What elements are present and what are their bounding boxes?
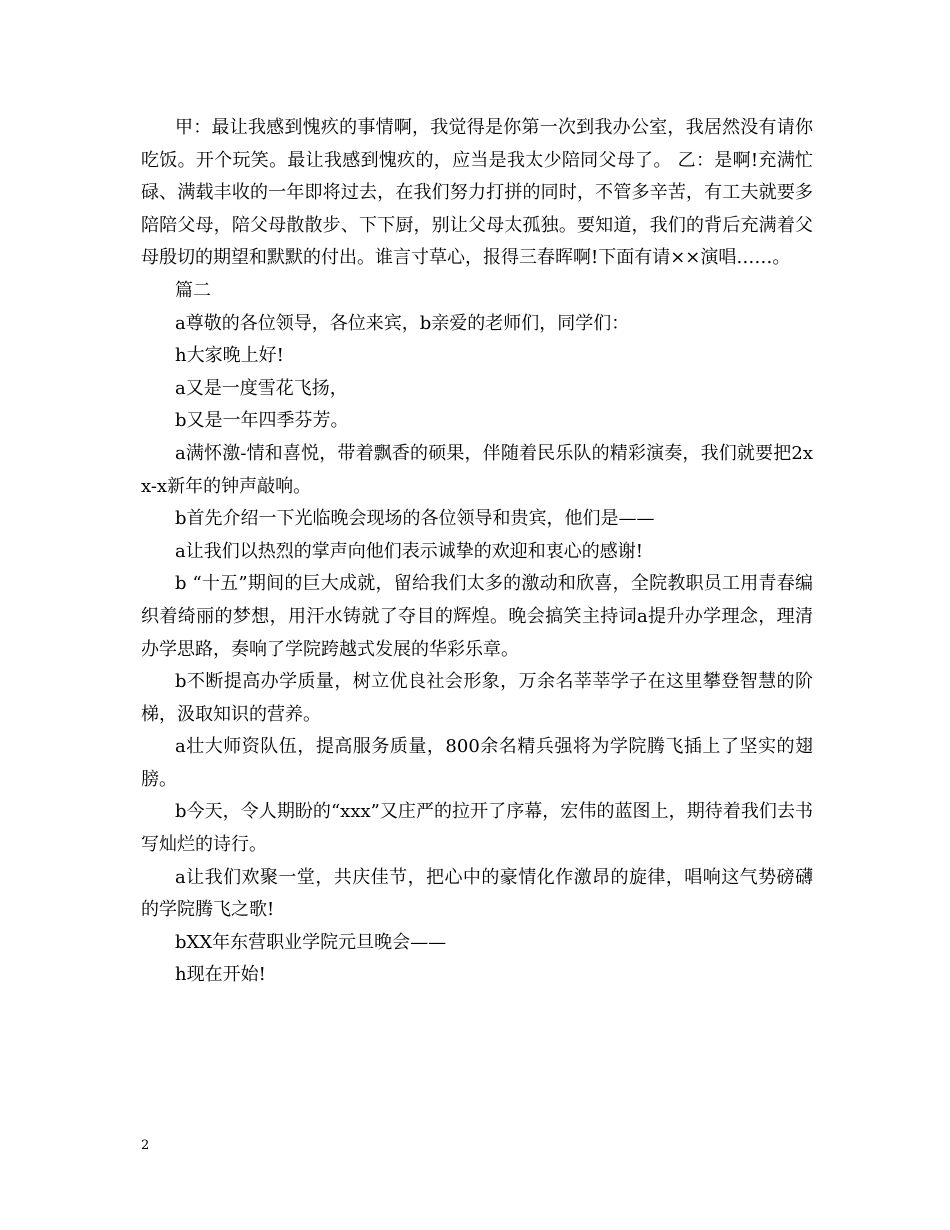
page-number: 2 [141,1138,150,1153]
paragraph-line: a壮大师资队伍，提高服务质量，800余名精兵强将为学院腾飞插上了坚实的翅膀。 [141,736,813,790]
paragraph-greeting: a尊敬的各位领导，各位来宾，b亲爱的老师们，同学们： [175,312,630,334]
paragraph-line: a又是一度雪花飞扬， [175,377,348,399]
paragraph-dialogue: 甲：最让我感到愧疚的事情啊，我觉得是你第一次到我办公室，我居然没有请你吃饭。开个玩笑。最让我感到愧疚的，应当是我太少陪同父母了。 乙：是啊!充满忙碌、满载丰收的一年即将过去，在我们努力打拼的同时，不管多辛苦，有工夫就要多陪陪父母，陪父母散散步、下下厨，别让父母太孤独。要知道，我们的背后充满着父母殷切的期望和默默的付出。谁言寸草心，报得三春晖啊!下面有请××演唱……。 [141,117,813,269]
paragraph-line: a让我们以热烈的掌声向他们表示诚挚的欢迎和衷心的感谢! [175,540,643,562]
paragraph-line: a让我们欢聚一堂，共庆佳节，把心中的豪情化作激昂的旋律，唱响这气势磅礴的学院腾飞之歌! [141,866,813,921]
paragraph-line: b首先介绍一下光临晚会现场的各位领导和贵宾，他们是—— [175,508,655,530]
paragraph-line: b “十五”期间的巨大成就，留给我们太多的激动和欣喜，全院教职员工用青春编织着绮丽的梦想，用汗水铸就了夺目的辉煌。晚会搞笑主持词a提升办学理念，理清办学思路，奏响了学院跨越式发展的华彩乐章。 [141,573,813,660]
paragraph-line: h大家晚上好! [175,345,284,367]
paragraph-line: bXX年东营职业学院元旦晚会—— [175,931,447,953]
section-heading: 篇二 [175,279,211,301]
paragraph-line: h现在开始! [175,964,266,986]
paragraph-line: b今天，令人期盼的“xxx”又庄严的拉开了序幕，宏伟的蓝图上，期待着我们去书写灿烂的诗行。 [141,801,813,856]
paragraph-line: b不断提高办学质量，树立优良社会形象，万余名莘莘学子在这里攀登智慧的阶梯，汲取知识的营养。 [141,671,813,725]
document-body [141,112,813,992]
paragraph-line: a满怀激-情和喜悦，带着飘香的硕果，伴随着民乐队的精彩演奏，我们就要把2xx-x新年的钟声敲响。 [141,442,813,497]
paragraph-line: b又是一年四季芬芳。 [175,410,349,432]
